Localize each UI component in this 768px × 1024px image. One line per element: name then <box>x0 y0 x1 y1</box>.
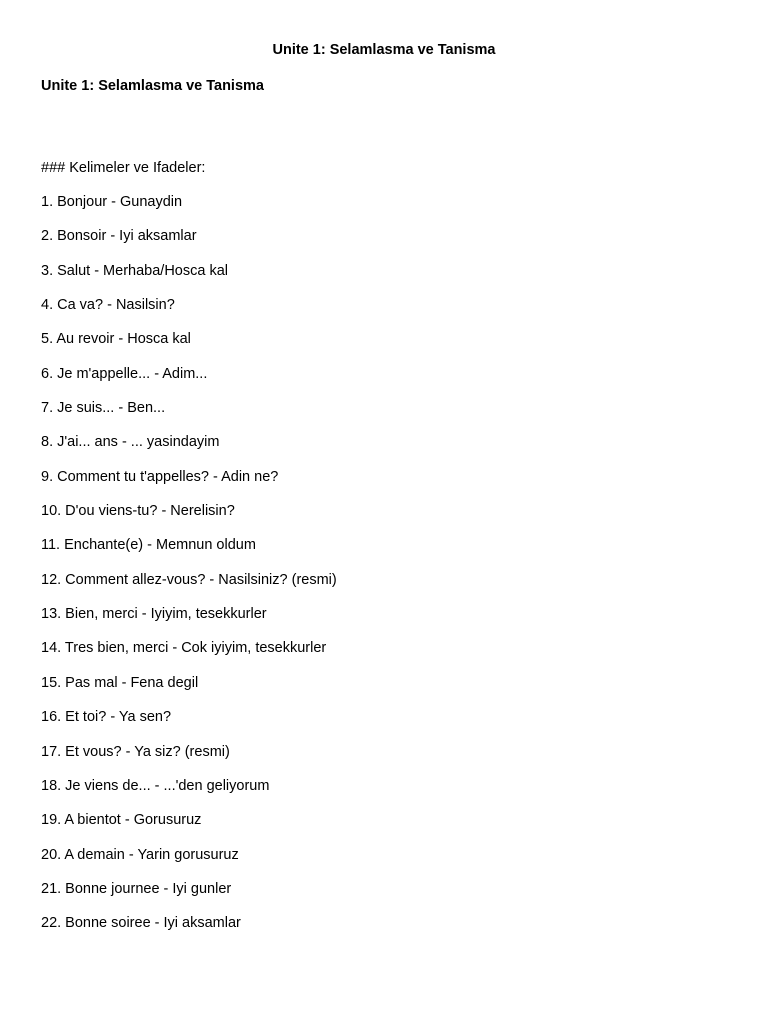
list-item: 2. Bonsoir - Iyi aksamlar <box>41 228 197 245</box>
vocabulary-list <box>41 192 337 948</box>
list-item: 3. Salut - Merhaba/Hosca kal <box>41 262 228 279</box>
list-item: 14. Tres bien, merci - Cok iyiyim, tesekkurler <box>41 640 327 657</box>
list-item: 22. Bonne soiree - Iyi aksamlar <box>41 915 241 932</box>
list-item: 21. Bonne journee - Iyi gunler <box>41 880 232 897</box>
list-item: 18. Je viens de... - ...'den geliyorum <box>41 777 270 794</box>
list-item: 9. Comment tu t'appelles? - Adin ne? <box>41 468 279 485</box>
list-item: 11. Enchante(e) - Memnun oldum <box>41 537 256 554</box>
list-item: 8. J'ai... ans - ... yasindayim <box>41 434 220 451</box>
list-item: 7. Je suis... - Ben... <box>41 400 166 417</box>
list-item: 15. Pas mal - Fena degil <box>41 674 199 691</box>
list-item: 10. D'ou viens-tu? - Nerelisin? <box>41 503 235 520</box>
section-heading: ### Kelimeler ve Ifadeler: <box>41 160 206 176</box>
list-item: 20. A demain - Yarin gorusuruz <box>41 846 239 863</box>
list-item: 6. Je m'appelle... - Adim... <box>41 365 208 382</box>
list-item: 4. Ca va? - Nasilsin? <box>41 297 175 314</box>
list-item: 17. Et vous? - Ya siz? (resmi) <box>41 743 230 760</box>
list-item: 16. Et toi? - Ya sen? <box>41 709 172 726</box>
page-header-title: Unite 1: Selamlasma ve Tanisma <box>272 42 496 58</box>
list-item: 19. A bientot - Gorusuruz <box>41 812 202 829</box>
list-item: 1. Bonjour - Gunaydin <box>41 194 183 210</box>
list-item: 13. Bien, merci - Iyiyim, tesekkurler <box>41 606 267 623</box>
list-item: 5. Au revoir - Hosca kal <box>41 331 191 348</box>
document-title: Unite 1: Selamlasma ve Tanisma <box>41 78 264 94</box>
list-item: 12. Comment allez-vous? - Nasilsiniz? (resmi) <box>41 571 337 588</box>
